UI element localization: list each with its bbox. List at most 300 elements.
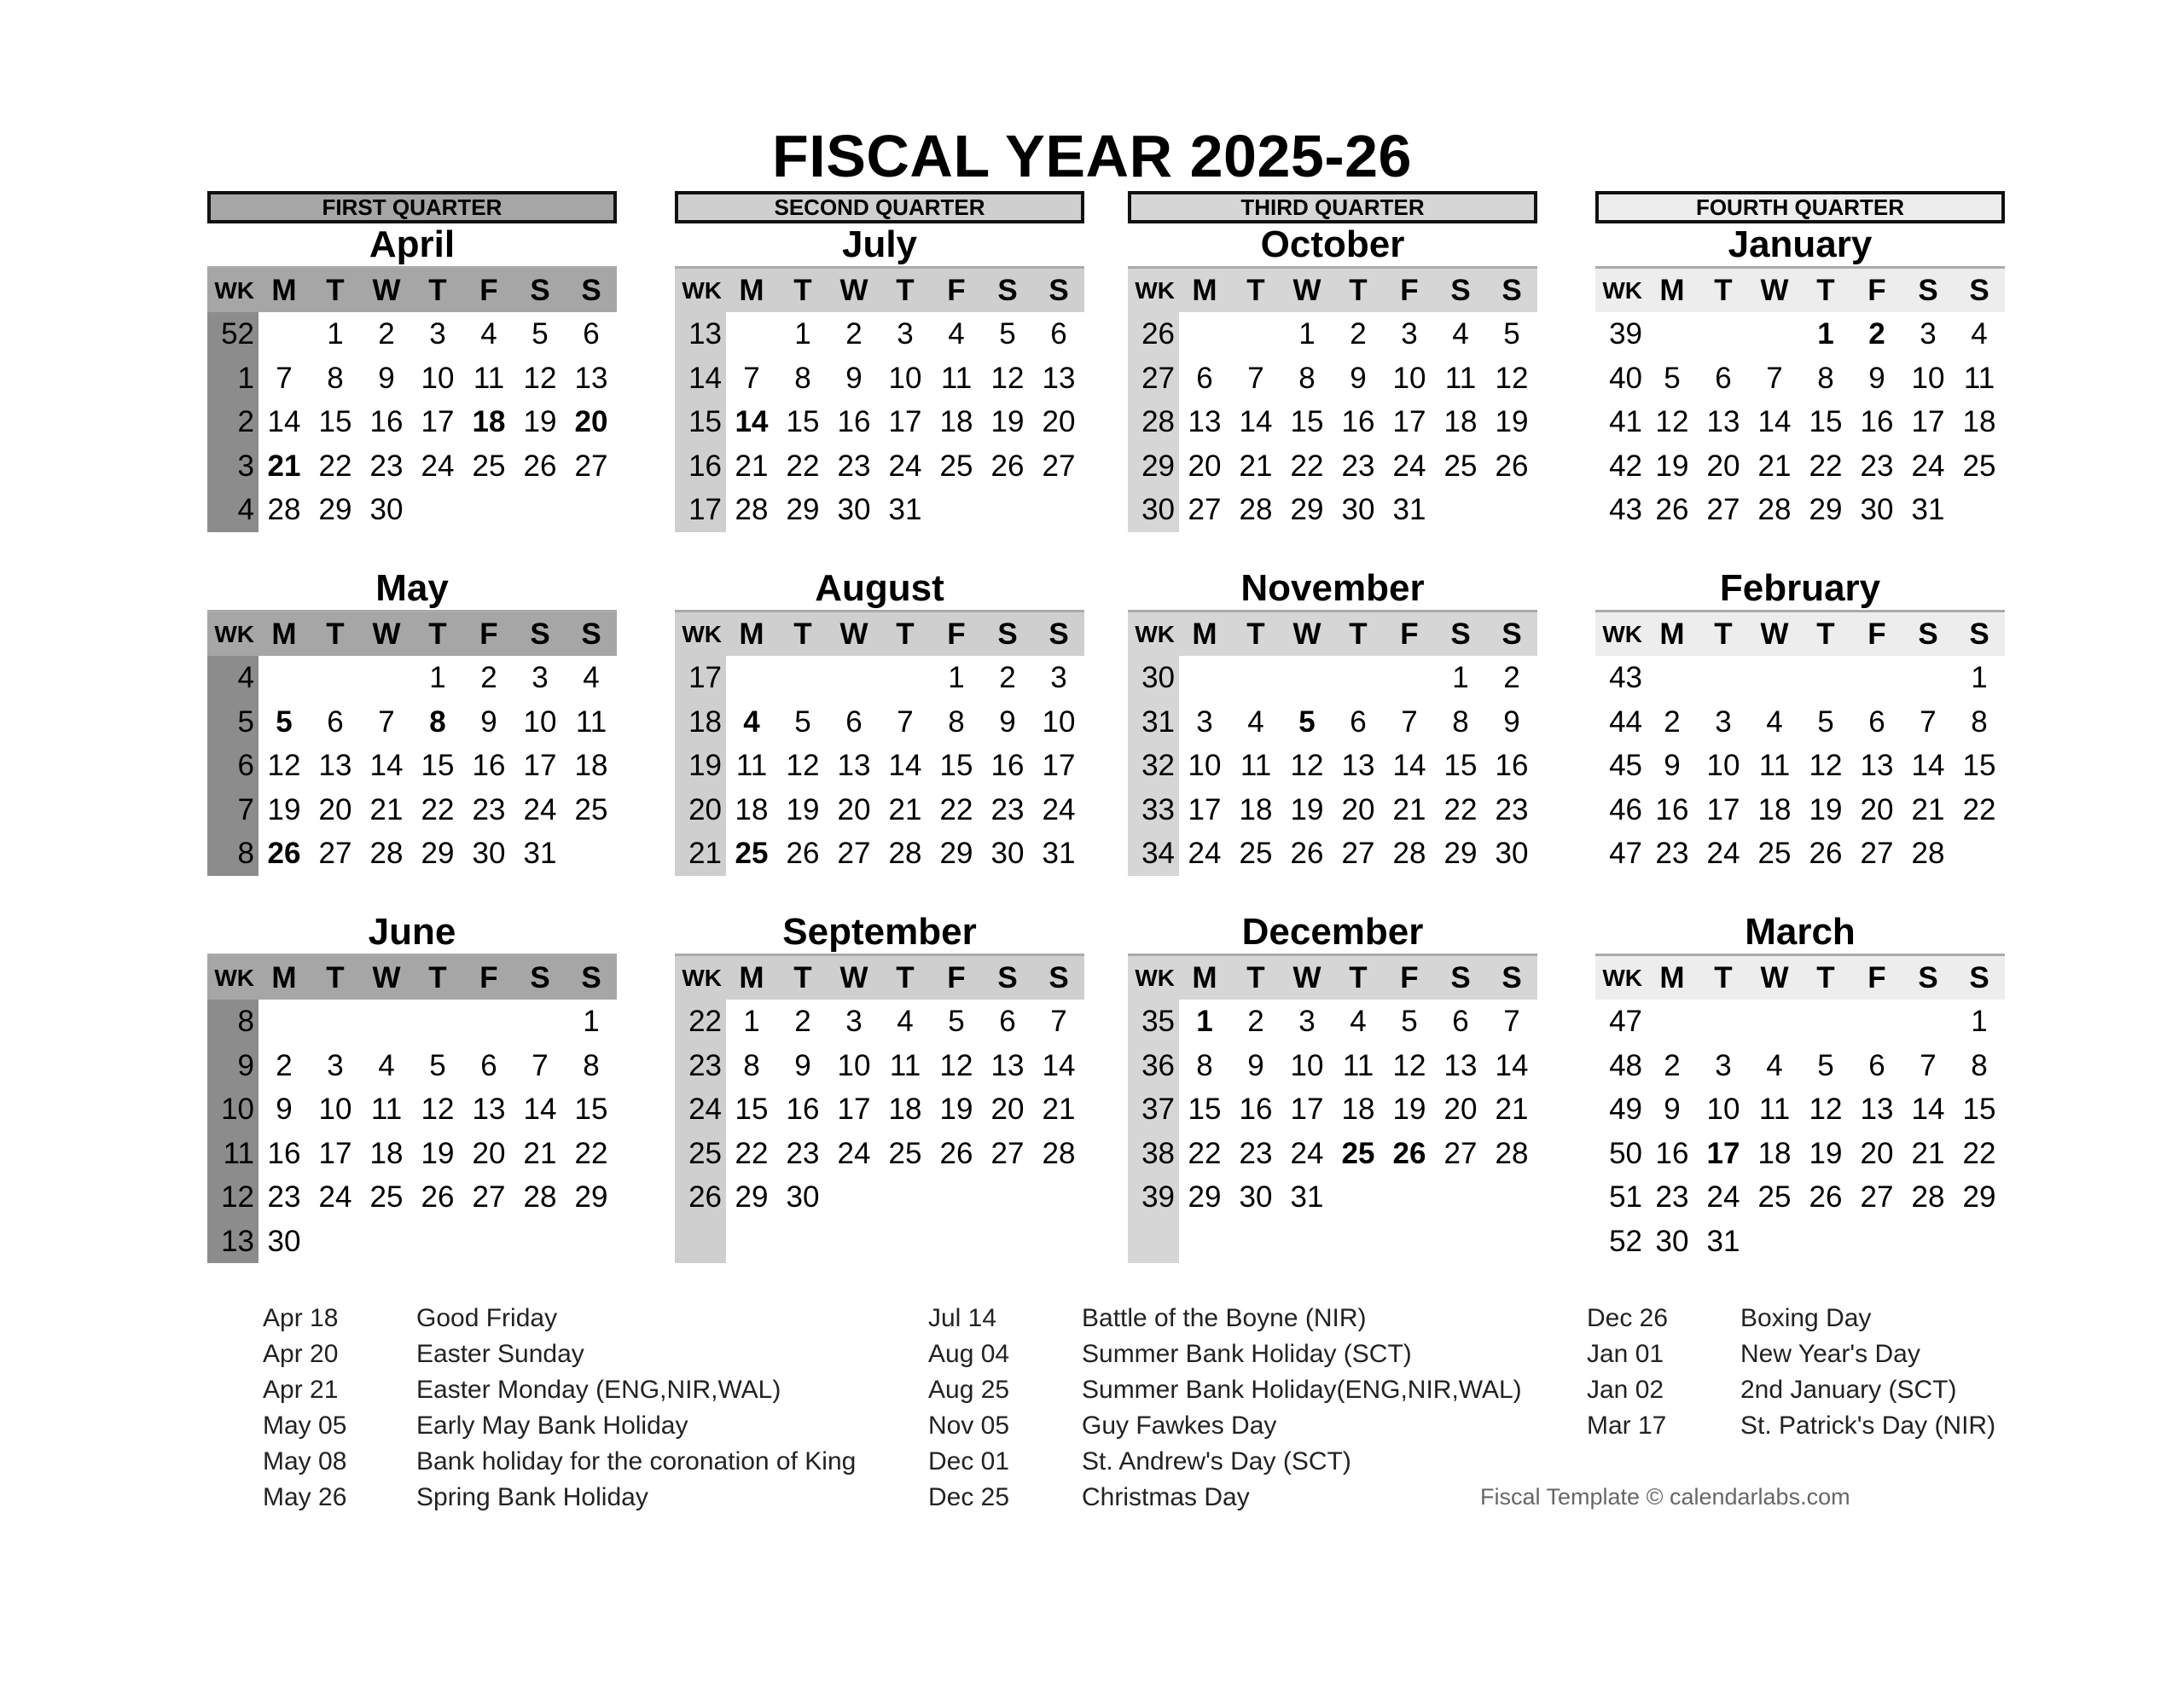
month-block [675, 567, 1084, 911]
week-number: 25 [675, 1132, 726, 1176]
week-number: 15 [675, 400, 726, 444]
holiday-day-cell: 25 [1341, 1136, 1375, 1170]
week-number: 6 [207, 744, 258, 788]
day-cell: 23 [1495, 792, 1529, 826]
week-row [1595, 1220, 2005, 1264]
day-cell: 25 [1757, 837, 1792, 870]
week-number: 26 [675, 1175, 726, 1220]
week-row [207, 1220, 617, 1264]
day-cell: 28 [1911, 1180, 1945, 1214]
day-cell [258, 656, 310, 700]
weekday-header: T [880, 269, 931, 312]
day-cell: 29 [1443, 837, 1478, 870]
calendar-grid [1128, 612, 1537, 876]
day-cell [828, 656, 880, 700]
month-block [207, 567, 617, 911]
day-cell: 8 [583, 1048, 600, 1082]
day-cell: 16 [990, 749, 1025, 782]
week-number: 1 [207, 357, 258, 401]
day-cell: 30 [786, 1180, 820, 1214]
day-cell: 27 [472, 1180, 506, 1214]
month-block [1595, 223, 2005, 567]
day-cell: 23 [837, 449, 871, 483]
day-cell: 13 [1860, 749, 1894, 782]
day-cell: 28 [1042, 1136, 1076, 1170]
holiday-day-cell: 5 [276, 704, 293, 739]
day-cell: 18 [735, 792, 769, 826]
day-cell: 2 [276, 1048, 293, 1082]
week-row [207, 488, 617, 532]
holiday-entry [263, 1301, 856, 1336]
day-cell [310, 1220, 361, 1264]
day-cell: 20 [1443, 1093, 1478, 1126]
week-number: 16 [675, 444, 726, 489]
day-cell [1954, 1220, 2005, 1264]
holiday-entry [263, 1408, 856, 1444]
week-number: 47 [1609, 837, 1642, 870]
day-cell: 3 [429, 317, 446, 351]
week-number-header: WK [1128, 269, 1179, 312]
day-cell: 9 [1247, 1048, 1264, 1082]
day-cell: 23 [267, 1180, 301, 1214]
week-row [675, 832, 1084, 876]
day-cell: 24 [523, 792, 557, 826]
day-cell: 24 [1290, 1136, 1324, 1170]
day-cell: 1 [327, 317, 344, 351]
quarter-4 [1595, 191, 2005, 1258]
weekday-header-row [1128, 612, 1537, 656]
holiday-date: Dec 01 [928, 1447, 1010, 1475]
day-cell: 21 [1495, 1093, 1529, 1126]
week-number-header: WK [207, 269, 258, 312]
day-cell: 29 [1290, 493, 1324, 526]
day-cell: 10 [1911, 361, 1945, 395]
weekday-header: S [1486, 612, 1537, 656]
day-cell: 15 [421, 749, 455, 782]
weekday-header: S [982, 269, 1033, 312]
day-cell: 17 [1188, 792, 1222, 826]
day-cell: 24 [318, 1180, 352, 1214]
day-cell: 21 [1911, 1136, 1945, 1170]
day-cell: 25 [939, 449, 973, 483]
week-number: 30 [1128, 656, 1179, 700]
day-cell [412, 488, 463, 532]
week-row [1128, 1000, 1537, 1044]
day-cell: 17 [1290, 1093, 1324, 1126]
day-cell: 7 [1503, 1005, 1520, 1038]
day-cell: 22 [421, 792, 455, 826]
holiday-name: Bank holiday for the coronation of King [416, 1447, 857, 1475]
week-row [1595, 1044, 2005, 1088]
day-cell [726, 656, 777, 700]
day-cell [828, 1220, 880, 1264]
day-cell: 6 [1868, 1048, 1885, 1082]
week-row [207, 444, 617, 489]
day-cell [1179, 656, 1230, 700]
day-cell: 13 [1188, 405, 1222, 438]
day-cell: 20 [990, 1093, 1025, 1126]
day-cell: 29 [318, 493, 352, 526]
day-cell: 17 [523, 749, 557, 782]
holiday-name: New Year's Day [1740, 1340, 1920, 1368]
day-cell: 10 [1706, 749, 1740, 782]
day-cell [828, 1175, 880, 1220]
weekday-header: T [1698, 956, 1749, 1000]
week-row [1128, 312, 1537, 357]
day-cell: 20 [1188, 449, 1222, 483]
week-row [1595, 357, 2005, 401]
day-cell: 17 [318, 1136, 352, 1170]
day-cell [726, 312, 777, 357]
weekday-header: F [931, 269, 982, 312]
week-row [675, 1132, 1084, 1176]
day-cell: 30 [1495, 837, 1529, 870]
day-cell: 15 [1188, 1093, 1222, 1126]
day-cell [310, 656, 361, 700]
holiday-day-cell: 26 [1392, 1136, 1426, 1170]
week-number: 10 [207, 1087, 258, 1132]
day-cell [566, 1220, 617, 1264]
day-cell: 19 [1392, 1093, 1426, 1126]
day-cell: 8 [1971, 1048, 1988, 1082]
day-cell: 11 [1758, 749, 1791, 782]
day-cell: 13 [318, 749, 352, 782]
holiday-name: Summer Bank Holiday (SCT) [1082, 1340, 1412, 1368]
day-cell [1800, 1000, 1851, 1044]
week-number: 31 [1128, 700, 1179, 745]
weekday-header: M [258, 269, 310, 312]
day-cell: 15 [1809, 405, 1843, 438]
day-cell [1749, 312, 1800, 357]
day-cell [726, 1220, 777, 1264]
day-cell: 8 [1817, 361, 1834, 395]
day-cell: 25 [369, 1180, 404, 1214]
month-name: June [207, 911, 617, 956]
day-cell [1486, 1220, 1537, 1264]
weekday-header: W [828, 956, 880, 1000]
day-cell: 23 [1655, 1180, 1689, 1214]
day-cell: 24 [1706, 837, 1740, 870]
day-cell [1281, 1220, 1333, 1264]
day-cell: 10 [1042, 704, 1076, 739]
holiday-name: Summer Bank Holiday(ENG,NIR,WAL) [1082, 1376, 1522, 1404]
calendar-grid [675, 612, 1084, 876]
day-cell: 1 [429, 661, 446, 694]
day-cell: 17 [421, 405, 455, 438]
day-cell [1486, 1175, 1537, 1220]
day-cell: 4 [1766, 704, 1783, 739]
month-block [1128, 567, 1537, 911]
weekday-header: S [566, 612, 617, 656]
week-row [207, 1087, 617, 1132]
day-cell: 4 [948, 317, 965, 351]
day-cell: 4 [378, 1048, 395, 1082]
day-cell: 5 [794, 704, 811, 739]
day-cell: 30 [1239, 1180, 1273, 1214]
calendar-grid [675, 269, 1084, 532]
day-cell: 31 [523, 837, 557, 870]
day-cell: 1 [794, 317, 811, 351]
week-row [1595, 1000, 2005, 1044]
weekday-header: W [1749, 956, 1800, 1000]
day-cell: 6 [845, 704, 863, 739]
week-row [1595, 444, 2005, 489]
day-cell: 22 [1188, 1136, 1222, 1170]
day-cell: 9 [845, 361, 863, 395]
day-cell: 30 [1655, 1224, 1689, 1258]
day-cell [463, 1000, 514, 1044]
day-cell: 18 [1341, 1093, 1375, 1126]
weekday-header: W [1749, 269, 1800, 312]
week-number: 46 [1609, 792, 1642, 826]
day-cell [1230, 1220, 1281, 1264]
day-cell: 30 [1860, 493, 1894, 526]
holiday-date: Aug 04 [928, 1340, 1010, 1368]
week-row [675, 700, 1084, 745]
day-cell: 23 [786, 1136, 820, 1170]
week-row [675, 656, 1084, 700]
day-cell: 27 [1341, 837, 1375, 870]
day-cell: 25 [1239, 837, 1273, 870]
day-cell [1033, 1220, 1084, 1264]
week-row [675, 1175, 1084, 1220]
day-cell: 26 [1495, 449, 1529, 483]
day-cell: 16 [837, 405, 871, 438]
week-number: 38 [1128, 1132, 1179, 1176]
day-cell: 2 [845, 317, 863, 351]
day-cell: 24 [421, 449, 455, 483]
day-cell: 22 [939, 792, 973, 826]
quarter-header: THIRD QUARTER [1128, 191, 1537, 223]
day-cell: 23 [990, 792, 1025, 826]
weekday-header: S [514, 269, 566, 312]
weekday-header: F [463, 612, 514, 656]
day-cell: 25 [1962, 449, 1996, 483]
day-cell: 29 [1809, 493, 1843, 526]
quarter-1 [207, 191, 617, 1258]
weekday-header: M [1647, 956, 1698, 1000]
weekday-header: W [1281, 956, 1333, 1000]
day-cell: 28 [1392, 837, 1426, 870]
week-number-header: WK [1595, 612, 1647, 656]
weekday-header: S [1033, 612, 1084, 656]
day-cell [1333, 1220, 1384, 1264]
week-row [207, 656, 617, 700]
day-cell: 25 [888, 1136, 922, 1170]
holiday-entry [1587, 1336, 1995, 1372]
weekday-header: T [310, 269, 361, 312]
holiday-entry [263, 1336, 856, 1372]
day-cell: 2 [1503, 661, 1520, 694]
day-cell: 24 [837, 1136, 871, 1170]
week-number: 14 [675, 357, 726, 401]
weekday-header: F [1851, 956, 1902, 1000]
week-row [207, 832, 617, 876]
day-cell: 8 [1452, 704, 1469, 739]
week-number: 43 [1609, 493, 1642, 526]
day-cell: 30 [267, 1224, 301, 1258]
week-row [207, 744, 617, 788]
day-cell: 13 [574, 361, 608, 395]
holiday-date: Jan 01 [1587, 1340, 1664, 1368]
month-name: January [1595, 223, 2005, 269]
weekday-header-row [1128, 269, 1537, 312]
calendar-grid [1128, 269, 1537, 532]
week-row [207, 788, 617, 832]
weekday-header: F [463, 956, 514, 1000]
day-cell: 16 [1341, 405, 1375, 438]
weekday-header: T [880, 612, 931, 656]
week-number-header: WK [675, 612, 726, 656]
holiday-entry [928, 1444, 1522, 1480]
weekday-header: M [1647, 612, 1698, 656]
week-row [1595, 832, 2005, 876]
day-cell: 18 [1443, 405, 1478, 438]
week-row [1595, 1087, 2005, 1132]
weekday-header: T [777, 612, 828, 656]
week-number: 13 [675, 312, 726, 357]
month-block [1595, 911, 2005, 1258]
holiday-day-cell: 5 [1298, 704, 1316, 739]
holiday-day-cell: 1 [1196, 1005, 1213, 1038]
calendar-grid [675, 956, 1084, 1263]
holiday-day-cell: 26 [267, 837, 301, 870]
day-cell: 10 [837, 1048, 871, 1082]
day-cell: 10 [1188, 749, 1222, 782]
holiday-entry [263, 1444, 856, 1480]
day-cell [1384, 1220, 1435, 1264]
day-cell: 7 [531, 1048, 549, 1082]
holiday-name: Good Friday [416, 1304, 558, 1332]
day-cell: 25 [574, 792, 608, 826]
day-cell [931, 1220, 982, 1264]
holiday-entry [263, 1372, 856, 1408]
week-row [1595, 788, 2005, 832]
day-cell [514, 1000, 566, 1044]
week-number: 35 [1128, 1000, 1179, 1044]
day-cell: 7 [378, 704, 395, 739]
day-cell: 30 [472, 837, 506, 870]
day-cell: 5 [1817, 1048, 1834, 1082]
holiday-date: May 26 [263, 1483, 347, 1511]
holiday-day-cell: 17 [1706, 1136, 1740, 1170]
quarter-header: FIRST QUARTER [207, 191, 617, 223]
weekday-header: F [1384, 956, 1435, 1000]
weekday-header: S [1902, 956, 1954, 1000]
weekday-header-row [1595, 612, 2005, 656]
day-cell [1230, 656, 1281, 700]
day-cell [1800, 1220, 1851, 1264]
week-number-header: WK [207, 612, 258, 656]
day-cell: 10 [421, 361, 455, 395]
day-cell: 17 [1706, 792, 1740, 826]
weekday-header: M [1179, 956, 1230, 1000]
week-number: 50 [1609, 1136, 1642, 1170]
day-cell: 20 [1860, 792, 1894, 826]
day-cell: 20 [318, 792, 352, 826]
week-number: 36 [1128, 1044, 1179, 1088]
day-cell: 6 [327, 704, 344, 739]
holiday-name: Battle of the Boyne (NIR) [1082, 1304, 1367, 1332]
week-number-header: WK [675, 269, 726, 312]
weekday-header: T [1800, 956, 1851, 1000]
week-number: 48 [1609, 1048, 1642, 1082]
weekday-header: S [982, 612, 1033, 656]
day-cell: 27 [1042, 449, 1076, 483]
day-cell [1647, 312, 1698, 357]
day-cell: 12 [1809, 1093, 1843, 1126]
week-number-header: WK [1128, 956, 1179, 1000]
day-cell [1384, 1175, 1435, 1220]
day-cell: 3 [845, 1005, 863, 1038]
week-number: 30 [1128, 488, 1179, 532]
holiday-date: Nov 05 [928, 1412, 1010, 1440]
holiday-entry [1587, 1372, 1995, 1408]
week-number [1128, 1220, 1179, 1264]
weekday-header: T [1698, 612, 1749, 656]
day-cell [1486, 488, 1537, 532]
week-number: 13 [207, 1220, 258, 1264]
day-cell: 31 [1290, 1180, 1324, 1214]
day-cell: 20 [1042, 405, 1076, 438]
day-cell: 14 [1757, 405, 1792, 438]
day-cell: 8 [327, 361, 344, 395]
day-cell: 15 [318, 405, 352, 438]
week-row [675, 1000, 1084, 1044]
weekday-header: T [1230, 269, 1281, 312]
month-block [675, 911, 1084, 1255]
day-cell: 1 [1452, 661, 1469, 694]
calendar-grid [207, 269, 617, 532]
day-cell: 15 [574, 1093, 608, 1126]
day-cell: 11 [1758, 1093, 1791, 1126]
week-row [675, 1044, 1084, 1088]
week-number: 22 [675, 1000, 726, 1044]
day-cell: 11 [575, 704, 607, 739]
weekday-header: T [310, 956, 361, 1000]
day-cell: 13 [1443, 1048, 1478, 1082]
day-cell: 8 [948, 704, 965, 739]
weekday-header: S [1435, 612, 1486, 656]
day-cell: 6 [1050, 317, 1067, 351]
day-cell: 27 [990, 1136, 1025, 1170]
week-row [675, 1087, 1084, 1132]
day-cell: 25 [472, 449, 506, 483]
week-number: 20 [675, 788, 726, 832]
holiday-date: Dec 26 [1587, 1304, 1669, 1332]
week-row [675, 488, 1084, 532]
day-cell [1902, 1000, 1954, 1044]
day-cell: 8 [1298, 361, 1316, 395]
day-cell [880, 656, 931, 700]
day-cell: 25 [1443, 449, 1478, 483]
day-cell [1033, 1175, 1084, 1220]
day-cell: 18 [1757, 792, 1792, 826]
day-cell [1749, 1000, 1800, 1044]
week-number: 40 [1609, 361, 1642, 395]
day-cell: 11 [1240, 749, 1272, 782]
day-cell: 16 [1239, 1093, 1273, 1126]
day-cell [1698, 656, 1749, 700]
day-cell: 7 [276, 361, 293, 395]
week-row [1128, 788, 1537, 832]
weekday-header: S [1954, 269, 2005, 312]
day-cell: 19 [1655, 449, 1689, 483]
week-number: 51 [1609, 1180, 1642, 1214]
calendar-grid [1595, 956, 2005, 1263]
day-cell: 14 [1911, 1093, 1945, 1126]
day-cell [1851, 1000, 1902, 1044]
